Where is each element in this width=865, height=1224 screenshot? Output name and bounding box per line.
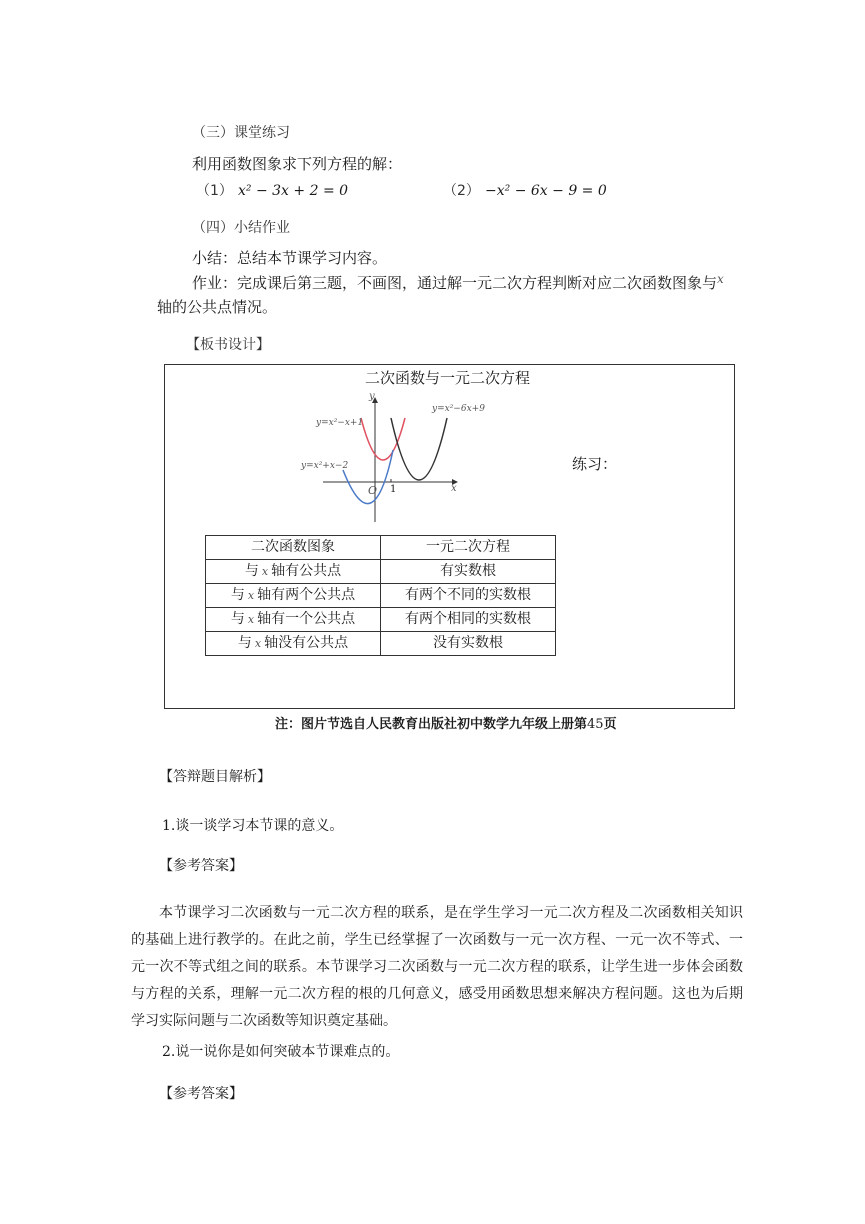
equation-2-text: −x² − 6x − 9 = 0 xyxy=(485,183,607,199)
summary-text: 小结：总结本节课学习内容。 xyxy=(192,249,388,267)
qa-heading: 【答辩题目解析】 xyxy=(159,769,271,785)
x-symbol: x xyxy=(247,589,255,602)
board-practice-label: 练习： xyxy=(572,455,618,473)
cell-prefix: 与 xyxy=(230,587,245,603)
tick-one-label: 1 xyxy=(390,484,397,495)
answer-1: 本节课学习二次函数与一元二次方程的联系，是在学生学习一元二次方程及二次函数相关知识的基础上进行教学的。在此之前，学生已经掌握了一次函数与一元一次方程、一元一次不等式、一元一次不等式组之间的联系。本节课学习二次函数与一元二次方程的联系，让学生进一步体会函数与方程的关系，理解一元二次方程的根的几何意义，感受用函数思想来解决方程问题。这也为后期学习实际问题与二次函数等知识奠定基础。 xyxy=(131,905,743,1029)
table-cell xyxy=(206,584,381,608)
board-heading: 【板书设计】 xyxy=(186,337,270,353)
reference-answer-2-heading: 【参考答案】 xyxy=(159,1086,243,1102)
source-note-page: 45 xyxy=(587,717,604,732)
table-row xyxy=(206,584,556,608)
curve-a-label: y=x²−x+1 xyxy=(316,418,364,428)
table-cell: 有两个不同的实数根 xyxy=(381,584,556,608)
question-1: 1.谈一谈学习本节课的意义。 xyxy=(162,818,344,834)
homework-x-symbol: x xyxy=(717,272,724,286)
table-header-cell: 一元二次方程 xyxy=(381,536,556,560)
x-symbol: x xyxy=(247,613,255,626)
axis-y-label: y xyxy=(369,391,375,402)
source-note-suffix: 页 xyxy=(603,717,617,732)
table-cell: 有实数根 xyxy=(381,560,556,584)
table-cell xyxy=(206,608,381,632)
table-cell xyxy=(206,632,381,656)
curve-a xyxy=(361,418,405,460)
cell-prefix: 与 xyxy=(237,635,252,651)
equation-1-number: （1） xyxy=(196,183,233,199)
axis-x-label: x xyxy=(451,483,457,494)
board-title: 二次函数与一元二次方程 xyxy=(365,369,531,387)
equation-2 xyxy=(443,180,607,200)
cell-text: 轴有一个公共点 xyxy=(257,611,356,627)
equation-1 xyxy=(196,180,348,200)
curve-b-label: y=x²+x−2 xyxy=(301,461,349,471)
x-symbol: x xyxy=(254,637,262,650)
source-note xyxy=(275,713,617,732)
source-note-text: 注：图片节选自人民教育出版社初中数学九年级上册第 xyxy=(275,717,588,732)
question-2: 2.说一说你是如何突破本节课难点的。 xyxy=(162,1044,400,1060)
reference-answer-1-heading: 【参考答案】 xyxy=(159,858,243,874)
curve-c xyxy=(391,418,447,480)
table-cell: 没有实数根 xyxy=(381,632,556,656)
board-table xyxy=(205,535,556,656)
homework-line-2: 轴的公共点情况。 xyxy=(157,298,278,316)
cell-text: 轴有公共点 xyxy=(271,563,342,579)
x-symbol: x xyxy=(261,565,269,578)
table-row xyxy=(206,632,556,656)
cell-text: 轴没有公共点 xyxy=(264,635,349,651)
cell-text: 轴有两个公共点 xyxy=(257,587,356,603)
equation-2-number: （2） xyxy=(443,183,480,199)
equation-1-text: x² − 3x + 2 = 0 xyxy=(238,183,349,199)
table-cell: 有两个相同的实数根 xyxy=(381,608,556,632)
homework-line-1 xyxy=(192,272,724,293)
table-row xyxy=(206,560,556,584)
origin-label: O xyxy=(368,484,378,497)
section-heading-practice: （三）课堂练习 xyxy=(192,125,290,141)
cell-prefix: 与 xyxy=(244,563,259,579)
table-header-cell: 二次函数图象 xyxy=(206,536,381,560)
homework-text: 作业：完成课后第三题，不画图，通过解一元二次方程判断对应二次函数图象与 xyxy=(192,274,718,292)
practice-intro: 利用函数图象求下列方程的解： xyxy=(192,155,403,173)
table-cell xyxy=(206,560,381,584)
curve-c-label: y=x²−6x+9 xyxy=(432,404,485,414)
table-row xyxy=(206,608,556,632)
cell-prefix: 与 xyxy=(230,611,245,627)
table-header-row xyxy=(206,536,556,560)
section-heading-summary: （四）小结作业 xyxy=(192,220,290,236)
